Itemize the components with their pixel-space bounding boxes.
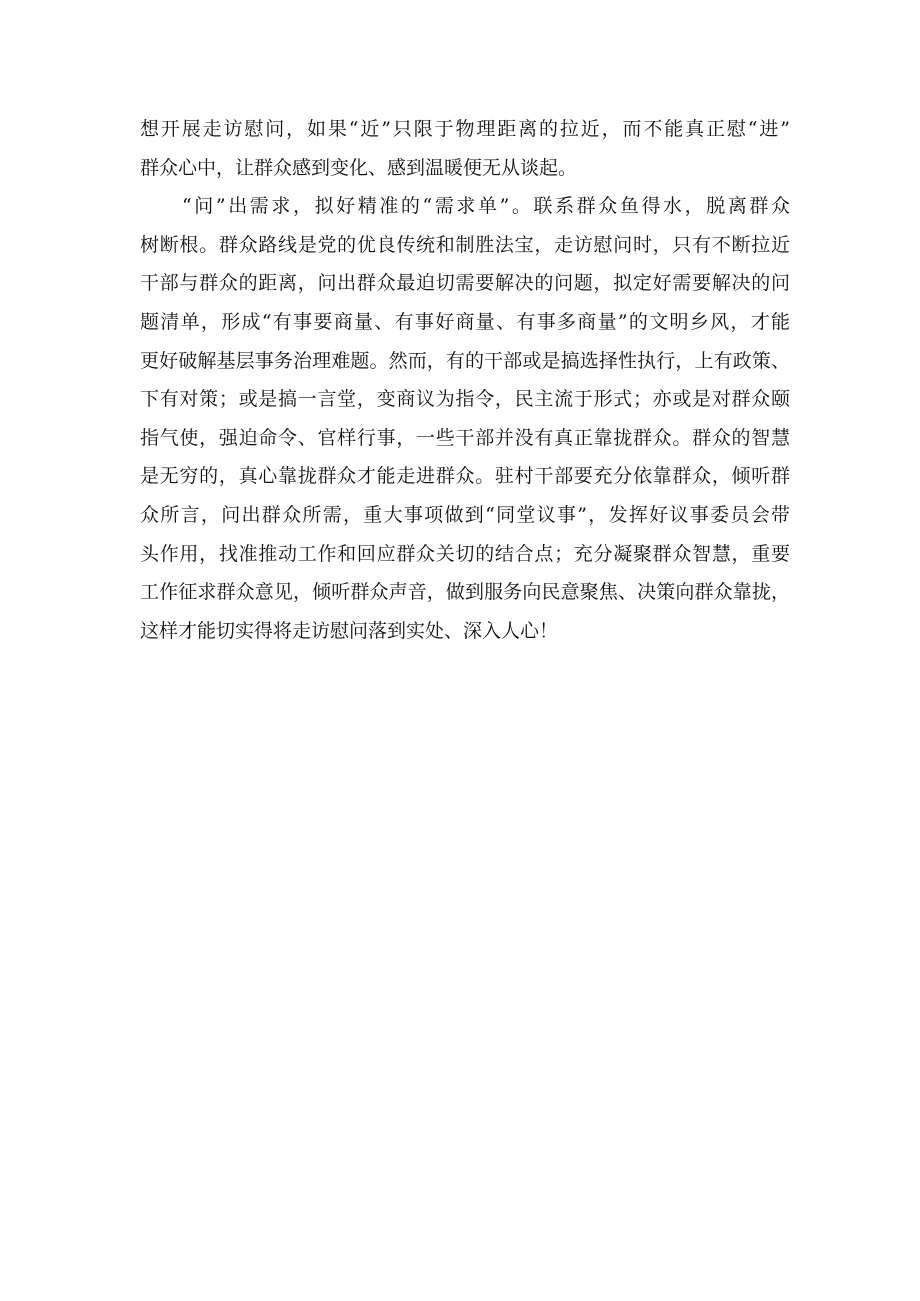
text-line: 是无穷的，真心靠拢群众才能走进群众。驻村干部要充分依靠群众，倾听群 <box>140 465 790 488</box>
paragraph-first-line: “问”出需求，拟好精准的“需求单”。联系群众鱼得水，脱离群众 <box>182 195 790 218</box>
text-line: 群众心中，让群众感到变化、感到温暖便无从谈起。 <box>140 156 578 179</box>
text-line: 这样才能切实得将走访慰问落到实处、深入人心！ <box>140 619 559 642</box>
text-line: 指气使，强迫命令、官样行事，一些干部并没有真正靠拢群众。群众的智慧 <box>140 426 790 449</box>
text-line: 更好破解基层事务治理难题。然而，有的干部或是搞选择性执行，上有政策、 <box>140 349 790 372</box>
text-line: 干部与群众的距离，问出群众最迫切需要解决的问题，拟定好需要解决的问 <box>140 272 790 295</box>
text-line: 众所言，问出群众所需，重大事项做到“同堂议事”，发挥好议事委员会带 <box>140 503 790 526</box>
text-line: 题清单，形成“有事要商量、有事好商量、有事多商量”的文明乡风，才能 <box>140 310 790 333</box>
document-body <box>140 110 790 650</box>
text-line: 工作征求群众意见，倾听群众声音，做到服务向民意聚焦、决策向群众靠拢， <box>140 581 790 604</box>
text-line: 树断根。群众路线是党的优良传统和制胜法宝，走访慰问时，只有不断拉近 <box>140 233 790 256</box>
text-line: 想开展走访慰问，如果“近”只限于物理距离的拉近，而不能真正慰“进” <box>140 118 790 140</box>
text-line: 头作用，找准推动工作和回应群众关切的结合点；充分凝聚群众智慧，重要 <box>140 542 790 565</box>
text-line: 下有对策；或是搞一言堂，变商议为指令，民主流于形式；亦或是对群众颐 <box>140 388 790 411</box>
